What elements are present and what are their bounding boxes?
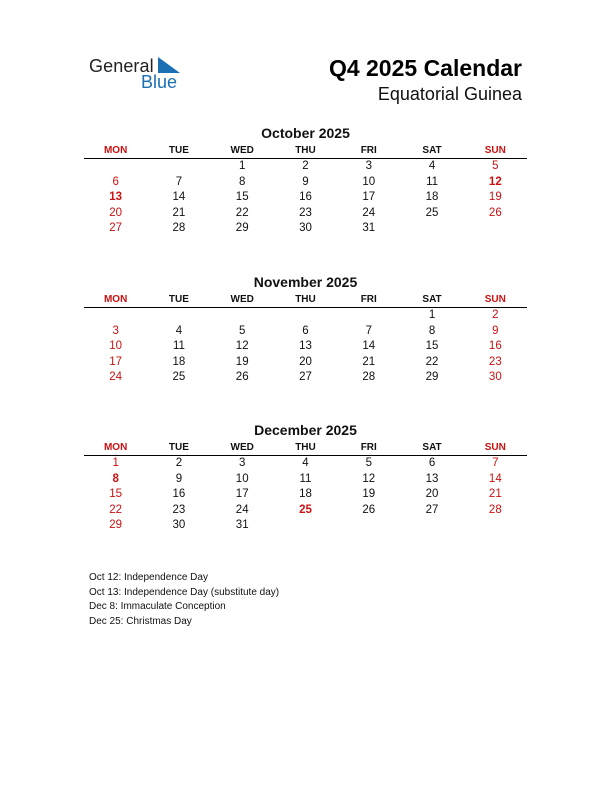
day-cell: 6	[302, 324, 309, 337]
day-cell: 2	[492, 309, 499, 321]
empty-day-cell	[337, 518, 400, 534]
weekday-mon: MON	[103, 442, 128, 453]
day-cell: 4	[302, 457, 309, 469]
day-cell: 1	[239, 160, 246, 172]
day-cell: 30	[299, 222, 312, 234]
week-row	[84, 190, 527, 206]
weekday-wed: WED	[230, 145, 254, 156]
holiday-note: Dec 25: Christmas Day	[89, 615, 192, 627]
day-cell: 21	[488, 488, 502, 500]
day-cell: 1	[112, 457, 119, 469]
weekday-sun: SUN	[484, 145, 506, 156]
week-row	[84, 370, 527, 386]
day-cell: 22	[235, 206, 249, 219]
day-cell: 7	[175, 175, 183, 188]
week-row	[84, 472, 527, 488]
day-cell: 7	[492, 457, 499, 469]
day-cell: 11	[299, 472, 312, 485]
day-cell: 12	[235, 340, 249, 352]
logo-general-text: General	[89, 56, 154, 76]
day-cell: 9	[492, 324, 499, 337]
empty-day-cell	[274, 308, 337, 324]
day-cell: 19	[488, 191, 502, 203]
day-cell: 27	[299, 371, 312, 383]
month-title: October 2025	[261, 125, 350, 141]
week-row	[84, 206, 527, 222]
day-cell: 10	[362, 175, 376, 188]
weekday-thu: THU	[295, 294, 316, 305]
empty-day-cell	[84, 308, 147, 324]
week-row	[84, 487, 527, 503]
week-row	[84, 518, 527, 534]
weekday-thu: THU	[295, 145, 316, 156]
day-cell: 6	[112, 175, 119, 188]
empty-day-cell	[337, 308, 400, 324]
week-row	[84, 159, 527, 175]
day-cell: 23	[488, 355, 502, 368]
month-title: November 2025	[253, 274, 358, 290]
empty-day-cell	[400, 518, 463, 534]
holiday-notes	[89, 571, 279, 629]
day-cell: 11	[426, 175, 439, 188]
weekday-tue: TUE	[168, 145, 189, 156]
day-cell: 6	[428, 457, 436, 469]
day-cell: 29	[425, 371, 439, 383]
day-cell: 5	[239, 324, 246, 337]
empty-day-cell	[147, 308, 210, 324]
empty-day-cell	[211, 308, 274, 324]
holiday-note: Oct 13: Independence Day (substitute day)	[89, 586, 280, 598]
month-october	[84, 124, 527, 237]
day-cell: 24	[109, 371, 123, 383]
day-cell: 4	[175, 324, 183, 337]
day-cell: 20	[109, 206, 123, 219]
weekday-header	[84, 440, 527, 456]
day-cell: 14	[488, 472, 502, 485]
weeks	[84, 456, 527, 534]
day-cell: 25	[425, 206, 439, 219]
empty-day-cell	[464, 518, 527, 534]
weekday-header	[84, 292, 527, 308]
day-cell: 5	[365, 457, 372, 469]
weeks	[84, 159, 527, 237]
day-cell: 21	[362, 355, 376, 368]
day-cell: 14	[172, 191, 186, 203]
week-row	[84, 221, 527, 237]
day-cell: 23	[172, 503, 186, 516]
logo-blue-text: Blue	[141, 72, 178, 92]
empty-day-cell	[147, 159, 210, 175]
page-title: Q4 2025 Calendar	[328, 55, 522, 81]
day-cell: 31	[235, 519, 249, 531]
day-cell: 18	[299, 488, 312, 500]
day-cell: 22	[425, 355, 439, 368]
day-cell: 30	[172, 519, 186, 531]
weekday-sun: SUN	[484, 294, 506, 305]
day-cell: 3	[239, 457, 246, 469]
day-cell: 24	[362, 206, 376, 219]
day-cell: 20	[425, 488, 439, 500]
weekday-sat: SAT	[422, 294, 442, 305]
day-cell: 30	[488, 371, 502, 383]
day-cell: 23	[299, 206, 312, 219]
day-cell: 4	[428, 160, 436, 172]
day-cell: 12	[488, 175, 502, 188]
day-cell: 17	[362, 191, 376, 203]
day-cell: 25	[299, 503, 312, 516]
day-cell: 16	[488, 340, 502, 352]
empty-day-cell	[84, 159, 147, 175]
month-november	[84, 273, 527, 386]
week-row	[84, 503, 527, 519]
day-cell: 8	[112, 472, 119, 485]
day-cell: 28	[362, 371, 376, 383]
day-cell: 3	[112, 324, 119, 337]
day-cell: 10	[235, 472, 249, 485]
weekday-tue: TUE	[168, 442, 189, 453]
empty-day-cell	[274, 518, 337, 534]
day-cell: 21	[172, 206, 186, 219]
empty-day-cell	[464, 221, 527, 237]
day-cell: 5	[492, 160, 499, 172]
day-cell: 29	[109, 519, 123, 531]
weekday-thu: THU	[295, 442, 316, 453]
day-cell: 26	[235, 371, 249, 383]
day-cell: 22	[109, 503, 123, 516]
month-december	[84, 421, 527, 534]
day-cell: 16	[299, 191, 312, 203]
week-row	[84, 456, 527, 472]
weekday-tue: TUE	[168, 294, 189, 305]
day-cell: 8	[239, 175, 246, 188]
country-name: Equatorial Guinea	[377, 84, 522, 104]
day-cell: 18	[172, 355, 186, 368]
day-cell: 19	[235, 355, 249, 368]
day-cell: 7	[365, 324, 372, 337]
logo	[89, 56, 199, 96]
day-cell: 17	[235, 488, 249, 500]
weekday-fri: FRI	[360, 294, 377, 305]
day-cell: 16	[172, 488, 186, 500]
weekday-sun: SUN	[484, 442, 506, 453]
day-cell: 26	[362, 503, 376, 516]
day-cell: 9	[175, 472, 183, 485]
day-cell: 17	[109, 355, 123, 368]
week-row	[84, 355, 527, 371]
day-cell: 13	[109, 191, 123, 203]
week-row	[84, 308, 527, 324]
day-cell: 3	[365, 160, 372, 172]
weekday-fri: FRI	[360, 442, 377, 453]
day-cell: 2	[175, 457, 183, 469]
logo-flag-icon	[158, 57, 180, 73]
day-cell: 15	[109, 488, 123, 500]
weekday-header	[84, 143, 527, 159]
weekday-mon: MON	[103, 294, 128, 305]
weekday-wed: WED	[230, 294, 254, 305]
weekday-mon: MON	[103, 145, 128, 156]
day-cell: 28	[172, 222, 186, 234]
day-cell: 14	[362, 340, 376, 352]
day-cell: 8	[428, 324, 436, 337]
day-cell: 25	[172, 371, 186, 383]
month-title: December 2025	[254, 422, 357, 438]
weekday-sat: SAT	[422, 442, 442, 453]
day-cell: 9	[302, 175, 309, 188]
day-cell: 15	[235, 191, 249, 203]
holiday-note: Oct 12: Independence Day	[89, 572, 208, 583]
day-cell: 29	[235, 222, 249, 234]
day-cell: 18	[425, 191, 439, 203]
week-row	[84, 339, 527, 355]
day-cell: 28	[488, 503, 502, 516]
weekday-sat: SAT	[422, 145, 442, 156]
day-cell: 15	[425, 340, 439, 352]
day-cell: 27	[425, 503, 439, 516]
day-cell: 19	[362, 488, 376, 500]
weekday-fri: FRI	[360, 145, 377, 156]
empty-day-cell	[400, 221, 463, 237]
day-cell: 13	[299, 340, 312, 352]
day-cell: 27	[109, 222, 123, 234]
day-cell: 31	[362, 222, 376, 234]
week-row	[84, 175, 527, 191]
day-cell: 1	[428, 309, 436, 321]
week-row	[84, 324, 527, 340]
weekday-wed: WED	[230, 442, 254, 453]
day-cell: 26	[488, 206, 502, 219]
day-cell: 20	[299, 355, 312, 368]
weeks	[84, 308, 527, 386]
day-cell: 10	[109, 340, 123, 352]
day-cell: 24	[235, 503, 249, 516]
day-cell: 2	[302, 160, 309, 172]
day-cell: 13	[425, 472, 439, 485]
day-cell: 11	[172, 340, 185, 352]
day-cell: 12	[362, 472, 376, 485]
holiday-note: Dec 8: Immaculate Conception	[89, 601, 226, 613]
